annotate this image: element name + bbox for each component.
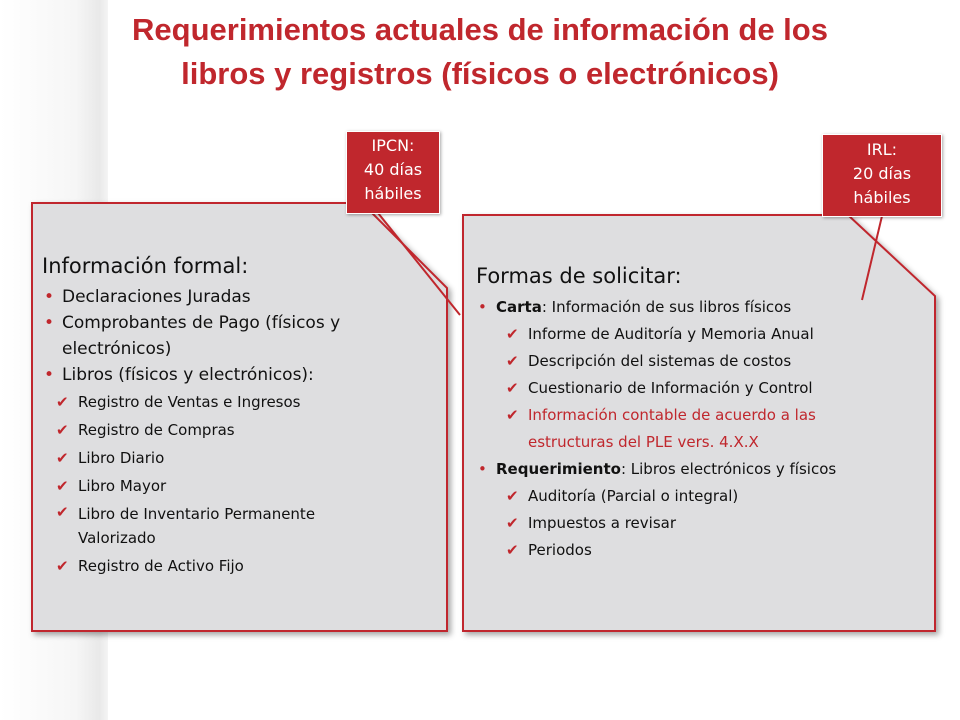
ipcn-callout	[346, 131, 440, 214]
list-item	[506, 483, 891, 510]
title-line-2: libros y registros (físicos o electrónicos)	[181, 56, 779, 91]
checkmark-icon: ✔	[506, 379, 519, 397]
requerimiento-text: : Libros electrónicos y físicos	[620, 460, 837, 478]
list-item	[506, 321, 921, 348]
list-item	[506, 402, 921, 456]
checkmark-icon: ✔	[56, 421, 69, 439]
checkmark-icon: ✔	[506, 352, 519, 370]
list-item-label: Cuestionario de Información y Control	[528, 379, 813, 397]
ipcn-line-2: 40 días	[363, 160, 423, 179]
list-item-label: Libro Mayor	[78, 477, 167, 495]
list-item	[476, 456, 921, 564]
requerimiento-label: Requerimiento	[496, 460, 621, 478]
irl-callout	[822, 134, 942, 217]
carta-check-list	[506, 321, 921, 456]
checkmark-icon: ✔	[56, 557, 69, 575]
list-item	[506, 537, 891, 564]
left-bullet-list	[42, 284, 432, 580]
checkmark-icon: ✔	[506, 406, 519, 424]
carta-text: : Información de sus libros físicos	[541, 298, 792, 316]
checkmark-icon: ✔	[56, 449, 69, 467]
list-item	[506, 510, 891, 537]
list-item	[506, 348, 921, 375]
list-item-label: Registro de Activo Fijo	[78, 557, 244, 575]
list-item-label: Registro de Ventas e Ingresos	[78, 393, 301, 411]
requerimiento-check-list	[506, 483, 891, 564]
list-item-label: Periodos	[528, 541, 592, 559]
list-item-label: Registro de Compras	[78, 421, 235, 439]
list-item	[56, 388, 432, 416]
left-check-list	[56, 388, 432, 580]
irl-line-3: hábiles	[853, 188, 911, 207]
right-panel	[476, 264, 921, 564]
list-item	[56, 444, 432, 472]
list-item	[56, 552, 432, 580]
checkmark-icon: ✔	[56, 393, 69, 411]
right-panel-heading: Formas de solicitar:	[476, 264, 682, 288]
list-item	[506, 375, 921, 402]
title-line-1: Requerimientos actuales de información de los	[132, 12, 828, 47]
irl-line-1: IRL:	[866, 140, 898, 159]
left-panel	[42, 254, 432, 580]
checkmark-icon: ✔	[506, 514, 519, 532]
list-item-label: Libro Diario	[78, 449, 165, 467]
left-panel-heading: Información formal:	[42, 254, 249, 278]
list-item-label: Descripción del sistemas de costos	[528, 352, 792, 370]
list-item	[56, 416, 432, 444]
checkmark-icon: ✔	[506, 541, 519, 559]
list-item	[42, 362, 432, 580]
carta-label: Carta	[496, 298, 542, 316]
checkmark-icon: ✔	[506, 325, 519, 343]
list-item	[476, 294, 921, 456]
list-item	[56, 472, 432, 500]
list-item-label: Impuestos a revisar	[528, 514, 676, 532]
list-item	[56, 500, 432, 552]
list-item: • Comprobantes de Pago (físicos y electrónicos)	[42, 310, 432, 362]
checkmark-icon: ✔	[56, 503, 69, 521]
ipcn-line-3: hábiles	[364, 184, 422, 203]
list-item-label: Libros (físicos y electrónicos):	[62, 365, 314, 385]
checkmark-icon: ✔	[56, 477, 69, 495]
list-item: • Declaraciones Juradas	[42, 284, 432, 310]
ipcn-line-1: IPCN:	[371, 136, 415, 155]
list-item-label: Auditoría (Parcial o integral)	[528, 487, 739, 505]
list-item-label: Información contable de acuerdo a las estructuras del PLE vers. 4.X.X	[528, 406, 816, 451]
list-item-label: Informe de Auditoría y Memoria Anual	[528, 325, 814, 343]
right-bullet-list	[476, 294, 921, 564]
list-item-label: Libro de Inventario Permanente Valorizado	[78, 505, 316, 547]
irl-line-2: 20 días	[852, 164, 912, 183]
checkmark-icon: ✔	[506, 487, 519, 505]
